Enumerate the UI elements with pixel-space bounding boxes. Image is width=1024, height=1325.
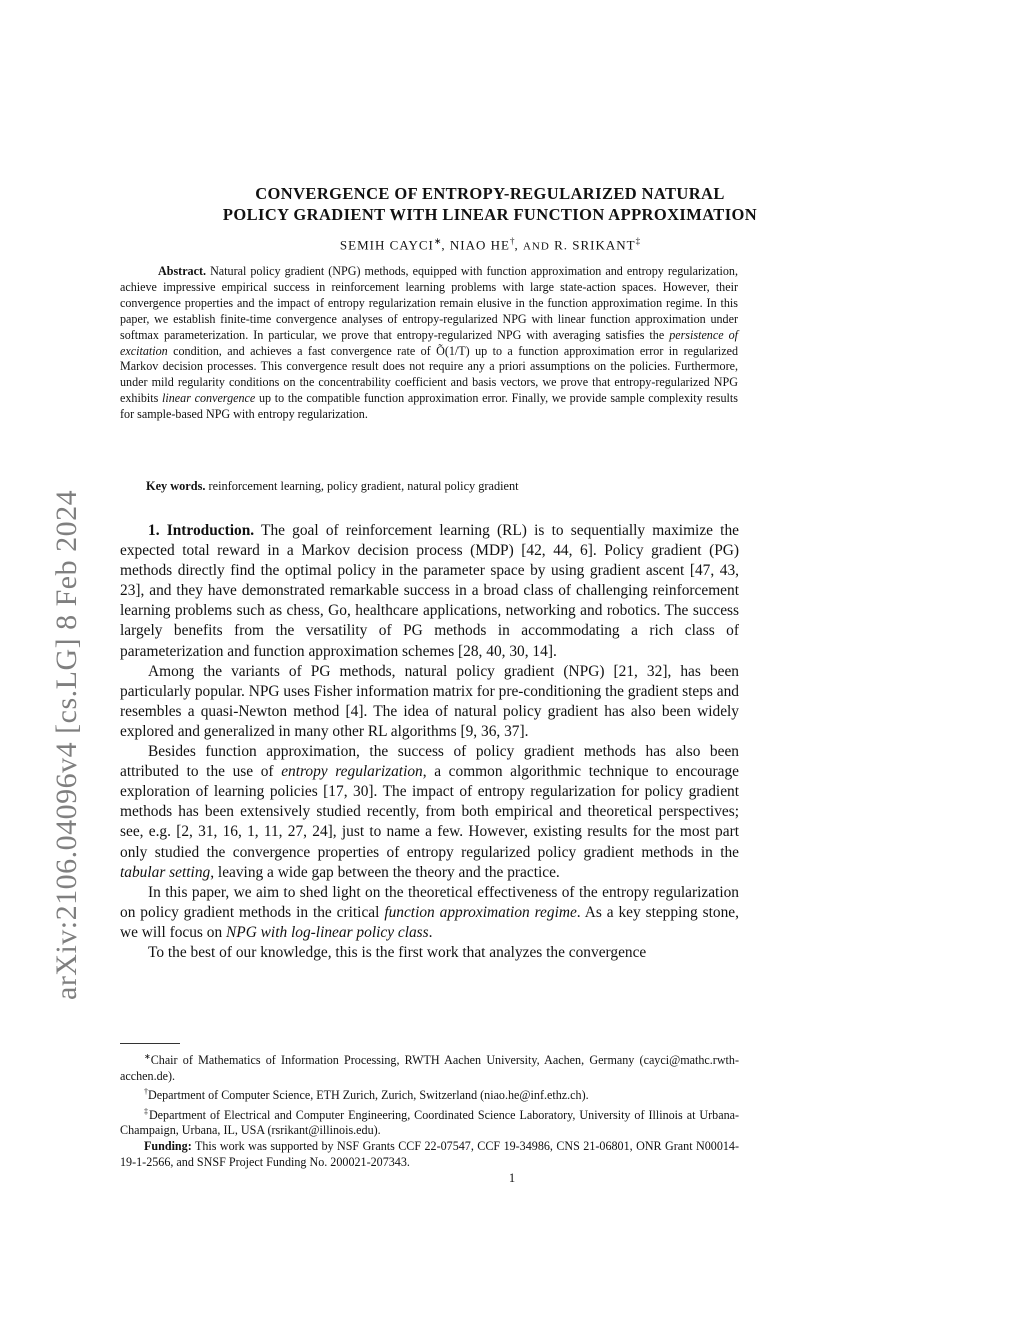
emphasis-tabular-setting: tabular setting [120,863,211,881]
footnote-3 [120,1104,739,1139]
keywords-text: reinforcement learning, policy gradient, natural policy gradient [208,479,519,493]
author-2: NIAO HE [449,237,510,253]
abstract [120,264,738,423]
abstract-emphasis-persistence: persistence of excitation [120,327,738,358]
footnote-1-mark: ∗ [144,1052,151,1061]
footnote-2-mark: † [144,1087,148,1097]
title-line-1: CONVERGENCE OF ENTROPY-REGULARIZED NATURAL [255,184,725,203]
footnote-1-text: Chair of Mathematics of Information Processing, RWTH Aachen University, Aachen, Germany (cayci@mathc.rwth-acchen.de). [120,1053,739,1083]
paragraph-4 [120,883,739,943]
section-heading: 1. Introduction. [148,522,255,539]
footnote-2-text: Department of Computer Science, ETH Zurich, Zurich, Switzerland (niao.he@inf.ethz.ch). [148,1088,589,1103]
abstract-text-part-2: condition, and achieves a fast convergence rate of Õ(1/T) up to a function approximation error in regularized Markov decision processes. This convergence result does not require any a priori assumptions on the policies. Furthermore, under mild regularity conditions on the concentrability coefficient and basis vectors, we prove that entropy-regularized NPG exhibits [120,343,738,406]
footnote-1 [120,1049,739,1084]
keywords-label: Key words. [146,479,206,493]
footnotes [120,1049,739,1170]
abstract-label: Abstract. [158,264,207,278]
abstract-text-part-3: up to the compatible function approximation error. Finally, we provide sample complexity results for sample-based NPG with entropy regularization. [120,391,738,422]
funding-text: This work was supported by NSF Grants CCF 22-07547, CCF 19-34986, CNS 21-06801, ONR Grant N00014-19-1-2566, and SNSF Project Funding No. 200021-207343. [120,1139,739,1169]
author-1: SEMIH CAYCI [339,237,434,253]
paragraph-3-text-c: , leaving a wide gap between the theory and the practice. [210,863,560,881]
emphasis-function-approximation-regime: function approximation regime [384,903,577,921]
abstract-text-part-1: Natural policy gradient (NPG) methods, equipped with function approximation and entropy regularization, achieve impressive empirical success in reinforcement learning problems with large state-action spaces. However, their convergence properties and the impact of entropy regularization remain elusive in the function approximation regime. In this paper, we establish finite-time convergence analyses of entropy-regularized NPG with linear function approximation under softmax parameterization. In particular, we prove that entropy-regularized NPG with averaging satisfies the [120,264,738,342]
keywords [146,479,746,494]
paper-title [120,183,860,225]
paragraph-3 [120,742,739,883]
paragraph-4-text-b: . As a key stepping stone, we will focus on [120,903,739,941]
funding-note [120,1139,739,1170]
funding-label: Funding: [144,1139,192,1154]
author-list: SEMIH CAYCI∗, NIAO HE†, AND R. SRIKANT‡ [339,236,641,253]
paragraph-2: Among the variants of PG methods, natural policy gradient (NPG) [21, 32], has been particularly popular. NPG uses Fisher information matrix for pre-conditioning the gradient steps and resembles a quasi-Newton method [4]. The idea of natural policy gradient has also been widely explored and generalized in many other RL algorithms [9, 36, 37]. [120,662,739,740]
title-line-2: POLICY GRADIENT WITH LINEAR FUNCTION APPROXIMATION [222,205,758,224]
author-3: R. SRIKANT [554,237,636,253]
paragraph-1-text: The goal of reinforcement learning (RL) is to sequentially maximize the expected total reward in a Markov decision process (MDP) [42, 44, 6]. Policy gradient (PG) methods directly find the optimal policy in the parameter space by using gradient ascent [47, 43, 23], and they have demonstrated remarkable success in a broad class of challenging reinforcement learning problems such as chess, Go, healthcare applications, networking and robotics. The success largely benefits from the versatility of PG methods in accommodating a rich class of parameterization and function approximation schemes [28, 40, 30, 14]. [120,522,739,660]
author-3-footnote-mark[interactable]: ‡ [635,236,641,246]
abstract-emphasis-linear: linear convergence [162,391,256,406]
paragraph-3-text-b: , a common algorithmic technique to encourage exploration of learning policies [17, 30]. The impact of entropy regularization for policy gradient methods has been extensively studied recently, from both empirical and theoretical perspectives; see, e.g. [2, 31, 16, 1, 11, 27, 24], just to name a few. However, existing results for the most part only studied the convergence properties of entropy regularized policy gradient methods in the [120,763,739,861]
emphasis-entropy-regularization: entropy regularization [281,763,423,781]
author-conjunction: AND [522,240,550,253]
footnote-3-text: Department of Electrical and Computer Engineering, Coordinated Science Laboratory, University of Illinois at Urbana-Champaign, Urbana, IL, USA (rsrikant@illinois.edu). [120,1107,740,1138]
page-number: 1 [508,1171,516,1185]
arxiv-stamp[interactable]: arXiv:2106.04096v4 [cs.LG] 8 Feb 2024 [50,489,83,1000]
author-2-footnote-mark[interactable]: † [509,236,515,246]
emphasis-npg-log-linear: NPG with log-linear policy class [226,923,429,941]
author-1-footnote-mark[interactable]: ∗ [433,236,442,246]
abstract-text [120,264,738,423]
main-text [120,521,739,963]
footnote-2 [120,1084,739,1104]
paragraph-4-text-a: In this paper, we aim to shed light on the theoretical effectiveness of the entropy regularization on policy gradient methods in the critical [120,883,739,921]
footnote-3-mark: ‡ [144,1106,149,1116]
paragraph-5: To the best of our knowledge, this is the first work that analyzes the convergence [148,943,647,961]
paragraph-4-text-c: . [428,923,433,941]
footnote-divider [120,1043,180,1044]
paragraph-3-text-a: Besides function approximation, the success of policy gradient methods has also been attributed to the use of [120,743,739,781]
paragraph-1 [120,521,739,662]
